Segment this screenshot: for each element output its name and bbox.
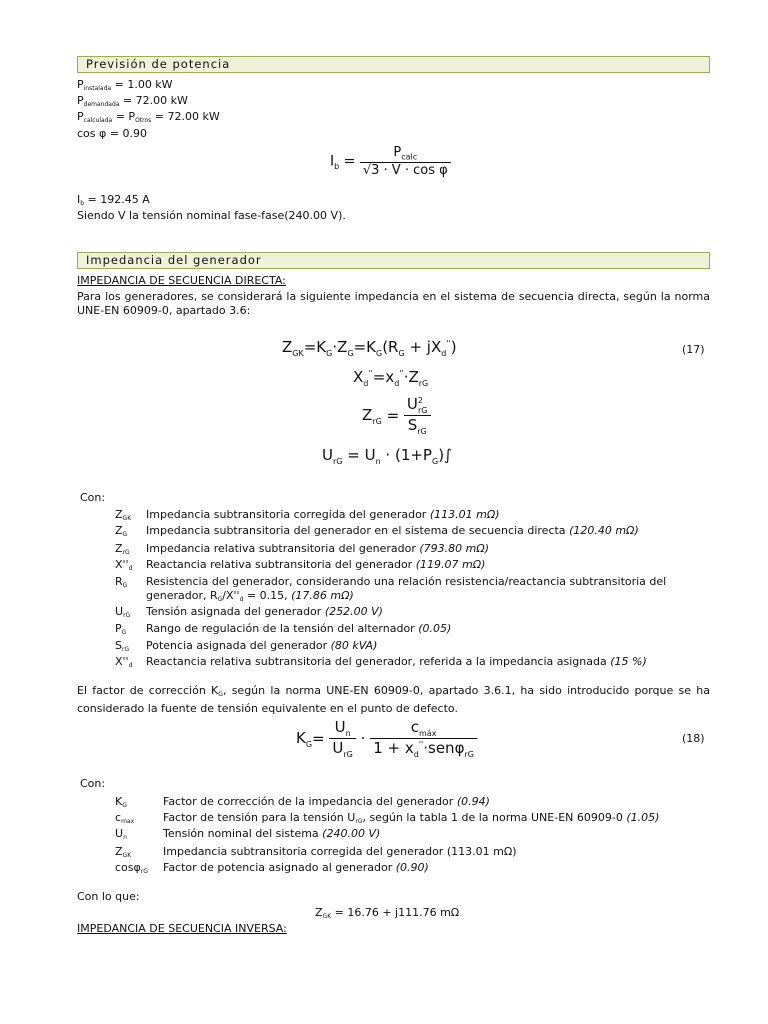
def-text: Resistencia del generador, considerando una relación resistencia/reactancia subtransitoria del generador, $R_G/X''_d = 0.15$, (17.86 mΩ) (146, 575, 667, 603)
def-text: Impedancia relativa subtransitoria del generador (793.80 mΩ) (146, 542, 490, 555)
def-text: Factor de potencia asignado al generador (0.90) (163, 861, 429, 874)
equation-zrg: $Z_{rG}$ = $\frac{U^2_{rG}}{S_{rG}}$ (362, 395, 431, 436)
con-lo-que: Con lo que: (77, 890, 140, 903)
def-symbol: $Z_{GK}$ (115, 845, 132, 859)
def-text: Tensión asignada del generador (252.00 V) (146, 605, 383, 618)
factor-paragraph: El factor de corrección $K_G$, según la norma UNE-EN 60909-0, apartado 3.6.1, ha sido introducido porque se ha considerado la fuente de tensión equivalente en el punto de defecto. (77, 684, 710, 715)
con-label-2: Con: (80, 777, 106, 790)
heading-secuencia-inversa: IMPEDANCIA DE SECUENCIA INVERSA: (77, 922, 287, 935)
zgk-result: $Z_{GK} = 16.76 + j111.76$ mΩ (315, 906, 460, 920)
def-text: Factor de corrección de la impedancia del generador (0.94) (163, 795, 490, 808)
def-symbol: $X''_d$ (115, 655, 133, 669)
equation-urg: $U_{rG} = U_n \cdot (1+P_G)\int$ (322, 446, 452, 466)
def-symbol: $Z_G$ (115, 524, 128, 538)
section-title: Impedancia del generador (86, 253, 262, 267)
siendo-text: Siendo V la tensión nominal fase-fase(240.00 V). (77, 209, 346, 222)
def-text: Impedancia subtransitoria corregida del generador (113.01 mΩ) (146, 508, 500, 521)
def-symbol: $c_{max}$ (115, 811, 135, 825)
cos-phi: cos φ = 0.90 (77, 127, 147, 140)
equation-number-17: (17) (682, 343, 705, 356)
def-symbol: $K_G$ (115, 795, 127, 809)
equation-xd: $X_d''=x_d''\cdot Z_{rG}$ (353, 368, 429, 388)
section-title: Previsión de potencia (86, 57, 231, 71)
p-demandada: $P_{demandada} = 72.00$ kW (77, 94, 188, 108)
def-text: Impedancia subtransitoria corregida del generador (113.01 mΩ) (163, 845, 517, 858)
formula-ib: $I_b$ = $\frac{P_{calc}}{\text{√3 · V · cos φ}}$ (330, 145, 451, 178)
def-text: Reactancia relativa subtransitoria del generador, referida a la impedancia asignada (15 %) (146, 655, 647, 668)
def-symbol: $P_G$ (115, 622, 127, 636)
def-text: Potencia asignada del generador (80 kVA) (146, 639, 378, 652)
section-header-prevision (77, 56, 710, 73)
def-text: Impedancia subtransitoria del generador en el sistema de secuencia directa (120.40 mΩ) (146, 524, 639, 537)
con-label-1: Con: (80, 491, 106, 504)
ib-result: $I_b = 192.45$ A (77, 193, 150, 207)
p-instalada: $P_{instalada} = 1.00$ kW (77, 78, 173, 92)
def-text: Tensión nominal del sistema (240.00 V) (163, 827, 381, 840)
equation-zgk: $Z_{GK}=K_G\cdot Z_G=K_G(R_G + jX_d'')$ (282, 338, 457, 358)
def-text: Reactancia relativa subtransitoria del generador (119.07 mΩ) (146, 558, 486, 571)
def-symbol: $Z_{rG}$ (115, 542, 130, 556)
def-symbol: cosφ$_{rG}$ (115, 861, 148, 875)
def-symbol: $U_n$ (115, 827, 127, 841)
p-calculada: $P_{calculada} = P_{Otros} = 72.00$ kW (77, 110, 220, 124)
intro-paragraph: Para los generadores, se considerará la siguiente impedancia en el sistema de secuencia directa, según la norma UNE-EN 60909-0, apartado 3.6: (77, 290, 710, 317)
def-symbol: $U_{rG}$ (115, 605, 131, 619)
def-symbol: $Z_{GK}$ (115, 508, 132, 522)
section-header-impedancia (77, 252, 710, 269)
def-text: Rango de regulación de la tensión del alternador (0.05) (146, 622, 452, 635)
def-symbol: $S_{rG}$ (115, 639, 130, 653)
heading-secuencia-directa: IMPEDANCIA DE SECUENCIA DIRECTA: (77, 274, 286, 287)
def-symbol: $R_G$ (115, 575, 128, 589)
equation-number-18: (18) (682, 732, 705, 745)
def-symbol: $X''_d$ (115, 558, 133, 572)
def-text: Factor de tensión para la tensión $U_{rG}$, según la tabla 1 de la norma UNE-EN 60909-0 (1.05) (163, 811, 660, 825)
equation-kg: $K_G=$ $\frac{U_n}{U_{rG}}$ · $\frac{c_{máx}}{1 + x_d''\cdot sen\varphi_{rG}}$ (296, 718, 477, 759)
